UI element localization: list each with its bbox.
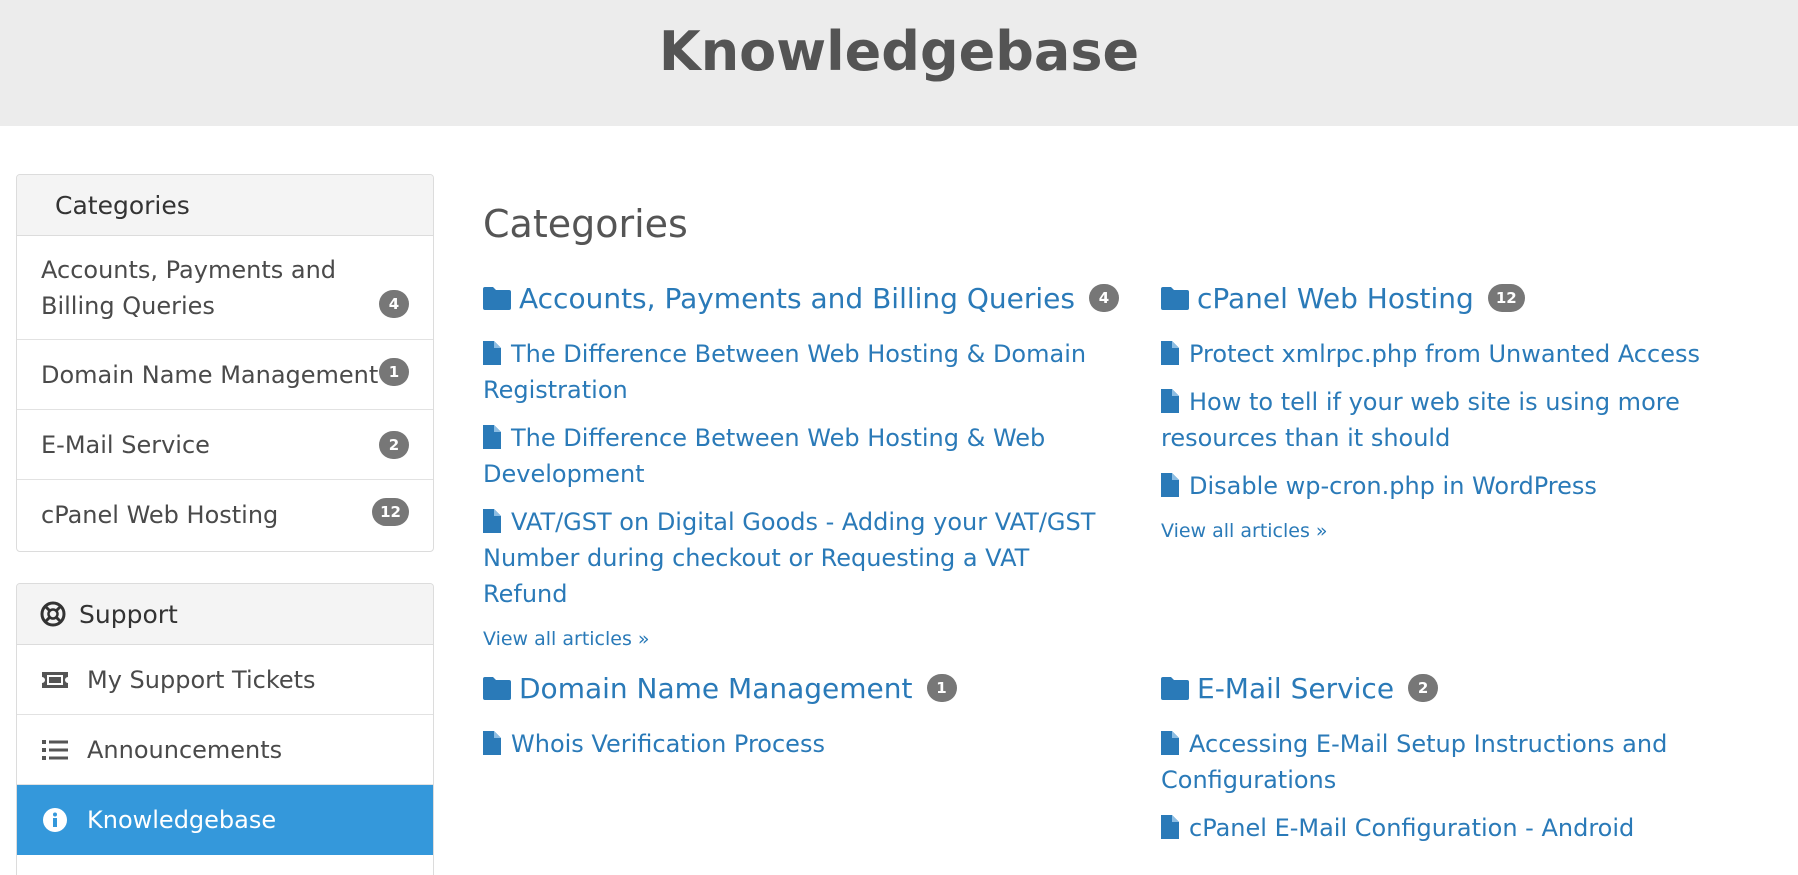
category-title-link[interactable] — [1161, 668, 1791, 708]
article-title: The Difference Between Web Hosting & Web Development — [483, 424, 1046, 488]
sidebar-item-label: My Support Tickets — [87, 665, 316, 694]
kb-category-accounts-billing — [483, 278, 1113, 650]
kb-category-domain-name-management — [483, 668, 1113, 774]
article-title: How to tell if your web site is using more resources than it should — [1161, 388, 1680, 452]
main-heading: Categories — [483, 202, 688, 246]
count-badge: 1 — [379, 358, 409, 386]
article-link[interactable] — [1161, 384, 1791, 456]
article-title: Disable wp-cron.php in WordPress — [1189, 472, 1597, 500]
category-title: Domain Name Management — [519, 671, 913, 705]
page-title: Knowledgebase — [658, 20, 1140, 83]
count-badge: 12 — [372, 498, 409, 526]
category-title-link[interactable] — [483, 668, 1113, 708]
count-badge: 2 — [1408, 674, 1438, 702]
file-icon — [1161, 389, 1179, 413]
kb-category-cpanel-web-hosting — [1161, 278, 1791, 542]
category-title: Accounts, Payments and Billing Queries — [519, 281, 1075, 315]
count-badge: 1 — [927, 674, 957, 702]
category-title: cPanel Web Hosting — [1197, 281, 1474, 315]
article-link[interactable] — [1161, 810, 1791, 846]
article-title: cPanel E-Mail Configuration - Android — [1189, 814, 1635, 842]
list-icon — [41, 736, 69, 764]
ticket-icon — [41, 666, 69, 694]
folder-icon — [1161, 676, 1189, 700]
sidebar-support-header — [17, 584, 433, 645]
category-title: E-Mail Service — [1197, 671, 1395, 705]
article-link[interactable] — [1161, 468, 1791, 504]
file-icon — [483, 731, 501, 755]
sidebar-item-label: E-Mail Service — [41, 430, 210, 459]
sidebar-categories-title: Categories — [17, 175, 433, 236]
article-link[interactable] — [483, 420, 1113, 492]
sidebar-support-panel — [16, 583, 434, 875]
sidebar-item-label: cPanel Web Hosting — [41, 501, 279, 529]
article-link[interactable] — [1161, 726, 1791, 798]
file-icon — [483, 341, 501, 365]
file-icon — [483, 509, 501, 533]
sidebar-item-email-service[interactable] — [17, 410, 433, 480]
article-title: Whois Verification Process — [511, 730, 825, 758]
file-icon — [1161, 341, 1179, 365]
count-badge: 2 — [379, 431, 409, 459]
page-header — [0, 0, 1798, 126]
sidebar-item-domain-name-management[interactable] — [17, 340, 433, 410]
article-link[interactable] — [1161, 336, 1791, 372]
article-title: The Difference Between Web Hosting & Domain Registration — [483, 340, 1087, 404]
life-ring-icon — [39, 600, 67, 628]
article-link[interactable] — [483, 504, 1113, 612]
article-title: Accessing E-Mail Setup Instructions and Configurations — [1161, 730, 1668, 794]
article-link[interactable] — [483, 336, 1113, 408]
folder-icon — [483, 676, 511, 700]
sidebar-item-accounts-billing[interactable] — [17, 236, 433, 340]
sidebar-support-title: Support — [79, 599, 178, 629]
info-circle-icon — [41, 806, 69, 834]
sidebar-item-cpanel-web-hosting[interactable] — [17, 480, 433, 550]
view-all-articles-link[interactable]: View all articles » — [483, 628, 650, 650]
category-title-link[interactable] — [483, 278, 1113, 318]
article-link[interactable] — [483, 726, 1113, 762]
count-badge: 4 — [1089, 284, 1119, 312]
article-title: Protect xmlrpc.php from Unwanted Access — [1189, 340, 1700, 368]
sidebar-item-knowledgebase[interactable] — [17, 785, 433, 855]
kb-category-email-service — [1161, 668, 1791, 858]
sidebar-item-my-support-tickets[interactable] — [17, 645, 433, 715]
sidebar-item-label: Domain Name Management — [41, 360, 379, 389]
sidebar-categories-panel — [16, 174, 434, 552]
article-title: VAT/GST on Digital Goods - Adding your VAT/GST Number during checkout or Requesting a VAT Refund — [483, 508, 1096, 608]
file-icon — [1161, 731, 1179, 755]
file-icon — [483, 425, 501, 449]
category-title-link[interactable] — [1161, 278, 1791, 318]
sidebar-item-label: Knowledgebase — [87, 806, 277, 834]
folder-icon — [483, 286, 511, 310]
file-icon — [1161, 815, 1179, 839]
sidebar-item-label: Announcements — [87, 735, 283, 764]
count-badge: 12 — [1488, 284, 1525, 312]
count-badge: 4 — [379, 290, 409, 318]
file-icon — [1161, 473, 1179, 497]
sidebar-item-announcements[interactable] — [17, 715, 433, 785]
view-all-articles-link[interactable]: View all articles » — [1161, 520, 1328, 542]
sidebar-item-label: Accounts, Payments and Billing Queries — [41, 255, 337, 320]
folder-icon — [1161, 286, 1189, 310]
